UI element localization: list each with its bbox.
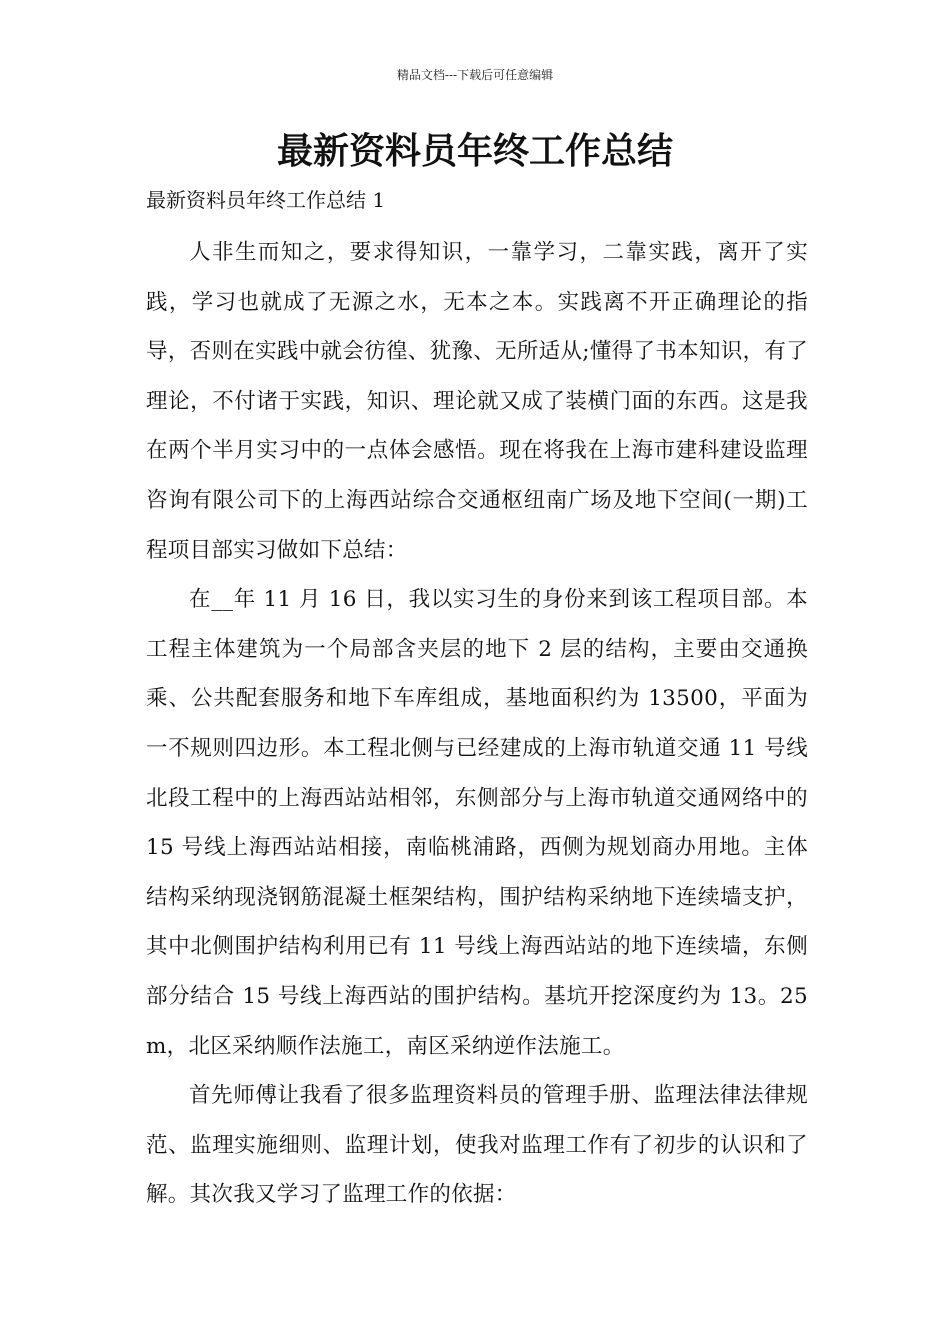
paragraph-1: 人非生而知之，要求得知识，一靠学习，二靠实践，离开了实践，学习也就成了无源之水，无本之本。实践离不开正确理论的指导，否则在实践中就会彷徨、犹豫、无所适从;懂得了书本知识，有了理论，不付诸于实践，知识、理论就又成了装横门面的东西。这是我在两个半月实习中的一点体会感悟。现在将我在上海市建科建设监理咨询有限公司下的上海西站综合交通枢纽南广场及地下空间(一期)工程项目部实习做如下总结：	[146, 240, 808, 563]
paragraph-2: 在__年 11 月 16 日，我以实习生的身份来到该工程项目部。本工程主体建筑为一个局部含夹层的地下 2 层的结构，主要由交通换乘、公共配套服务和地下车库组成，基地面积约为 13500，平面为一不规则四边形。本工程北侧与已经建成的上海市轨道交通 11 号线北段工程中的上海西站站相邻，东侧部分与上海市轨道交通网络中的 15 号线上海西站站相接，南临桃浦路，西侧为规划商办用地。主体结构采纳现浇钢筋混凝土框架结构，围护结构采纳地下连续墙支护，其中北侧围护结构利用已有 11 号线上海西站站的地下连续墙，东侧部分结合 15 号线上海西站的围护结构。基坑开挖深度约为 13。25m，北区采纳顺作法施工，南区采纳逆作法施工。	[146, 587, 808, 1059]
document-title: 最新资料员年终工作总结	[276, 131, 673, 172]
paragraph-3: 首先师傅让我看了很多监理资料员的管理手册、监理法律法律规范、监理实施细则、监理计划，使我对监理工作有了初步的认识和了解。其次我又学习了监理工作的依据：	[146, 1083, 808, 1208]
header-note: 精品文档---下载后可任意编辑	[396, 68, 554, 82]
body-text	[146, 228, 808, 1220]
section-heading: 最新资料员年终工作总结 1	[146, 188, 386, 212]
